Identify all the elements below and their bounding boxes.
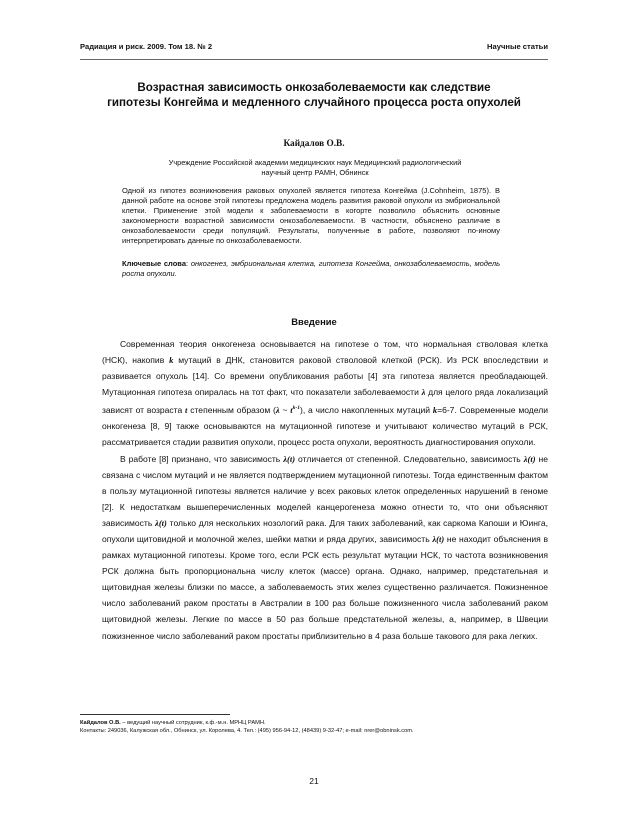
header-rule	[80, 59, 548, 60]
footnote-rule	[80, 714, 230, 715]
p2-lambda-t-2: λ(t)	[523, 453, 536, 464]
title-line-2: гипотезы Конгейма и медленного случайного процесса роста опухолей	[107, 96, 521, 109]
p1-text-f: =6-7. Современные модели онкогенеза [8, 9] также основываются на мутационной гипотезе и учитывают количество мутаций в РСК, рассматривается стадии развития опухоли, процесс роста опухоли, вероятность диагностирования опухоли.	[102, 405, 549, 448]
page-number: 21	[309, 776, 319, 786]
p1-symbol-t: t	[185, 405, 188, 416]
keywords: Ключевые слова: онкогенез, эмбриональная клетка, гипотеза Конгейма, онкозаболеваемость, модель роста опухоли.	[122, 259, 501, 279]
abstract: Одной из гипотез возникновения раковых опухолей является гипотеза Конгейма (J.Cohnheim, 1875). В данной работе на основе этой гипотезы предложена модель развития раковой опухоли из эмбриональной клетки. Применение этой модели к заболеваемости в когорте позволило объяснить основные закономерности возрастной зависимости онкозаболеваемости. В частности, объяснено различие в онкозаболеваемости среди популяций. Результаты, полученные в работе, позволяют по-иному интерпретировать данные по онкозаболеваемости.	[122, 186, 500, 246]
author-name: Кайдалов О.В.	[283, 139, 345, 149]
p2-text-d: только для нескольких нозологий рака. Для таких заболеваний, как саркома Капоши и Юинга, опухоли щитовидной и молочной желез, шейки матки и ряда других, зависимость	[102, 517, 548, 544]
p2-text-c: не связана с числом мутаций и не является подтверждением мутационной гипотезы. Тогда единственным фактом в пользу мутационной гипотезы является наличие у всех раковых клеток определенных нарушений в геноме [2]. К недостаткам вышеперечисленных моделей канцерогенеза можно отнести то, что они объясняют зависимость	[102, 453, 548, 528]
p1-text-a: Современная теория онкогенеза основывается на гипотезе о том, что нормальная стволовая клетка (НСК), накопив	[102, 339, 548, 366]
section-title: Введение	[291, 316, 337, 327]
formula-t: t	[290, 405, 293, 416]
p2-text-a: В работе [8] признано, что зависимость	[120, 453, 284, 464]
paragraph-1	[102, 336, 548, 451]
keywords-label: Ключевые слова	[122, 259, 186, 268]
p1-symbol-lambda: λ	[421, 387, 426, 398]
p2-text-b: отличается от степенной. Следовательно, зависимость	[295, 453, 524, 464]
formula-lambda: λ	[275, 405, 280, 416]
formula-sim: ~	[279, 405, 291, 416]
p1-text-b: мутаций в ДНК, становится раковой стволовой клеткой (РСК). Из РСК впоследствии и развивается опухоль [14]. Со времени опубликования работы [4] эта гипотеза является преобладающей. Мутационная гипотеза опиралась на тот факт, что показатели заболеваемости	[102, 355, 548, 398]
formula-exponent: k-1	[292, 405, 300, 412]
footnote-author-line	[80, 719, 548, 727]
affiliation-line-2: научный центр РАМН, Обнинск	[261, 168, 369, 177]
footnote-author: Кайдалов О.В.	[80, 720, 121, 726]
section-label: Научные статьи	[487, 42, 548, 51]
article-title	[80, 80, 548, 110]
body-text	[102, 336, 548, 644]
p2-lambda-t-4: λ(t)	[432, 533, 445, 544]
running-header	[80, 42, 548, 51]
footnote-contacts: Контакты: 249036, Калужская обл., Обнинск, ул. Королева, 4. Тел.: (495) 956-94-12, (48439) 9-32-47; e-mail: nrer@obninsk.com.	[80, 728, 414, 735]
affiliation-line-1: Учреждение Российской академии медицинских наук Медицинский радиологический	[168, 158, 462, 167]
footnote	[80, 719, 548, 736]
p1-symbol-k2: k	[432, 405, 438, 416]
p2-lambda-t-3: λ(t)	[155, 517, 167, 528]
paragraph-2	[102, 451, 548, 644]
keywords-list: онкогенез, эмбриональная клетка, гипотеза Конгейма, онкозаболеваемость, модель роста опухоли.	[122, 259, 501, 279]
p1-text-e: ), а число накопленных мутаций	[299, 405, 433, 416]
footnote-role: – ведущий научный сотрудник, к.ф.-м.н. МРНЦ РАМН.	[120, 720, 266, 726]
p2-text-e: не находит объяснения в рамках мутационной гипотезы. Кроме того, если РСК есть результат мутации НСК, то частота возникновения РСК должна быть пропорциональна числу клеток (массе) органа. Однако, например, предстательная и щитовидная железы близки по массе, а заболеваемость этих желез существенно различается. Пожизненное число заболеваний раком простаты в Австралии в 100 раз больше пожизненного числа заболеваний раком щитовидной железы. Легкие по массе в 50 раз больше предстательной железы, а, например, в Швеции пожизненное число заболеваний раком простаты приблизительно в 4 раза больше такового для рака легких.	[102, 533, 548, 641]
p2-lambda-t-1: λ(t)	[283, 453, 296, 464]
title-line-1: Возрастная зависимость онкозаболеваемости как следствие	[137, 81, 491, 94]
p1-symbol-k: k	[169, 355, 174, 366]
affiliation	[120, 158, 510, 178]
journal-citation: Радиация и риск. 2009. Том 18. № 2	[80, 42, 213, 51]
p1-text-d: степенным образом (	[187, 405, 276, 416]
p1-text-c: для целого ряда локализаций зависят от возраста	[102, 387, 548, 416]
